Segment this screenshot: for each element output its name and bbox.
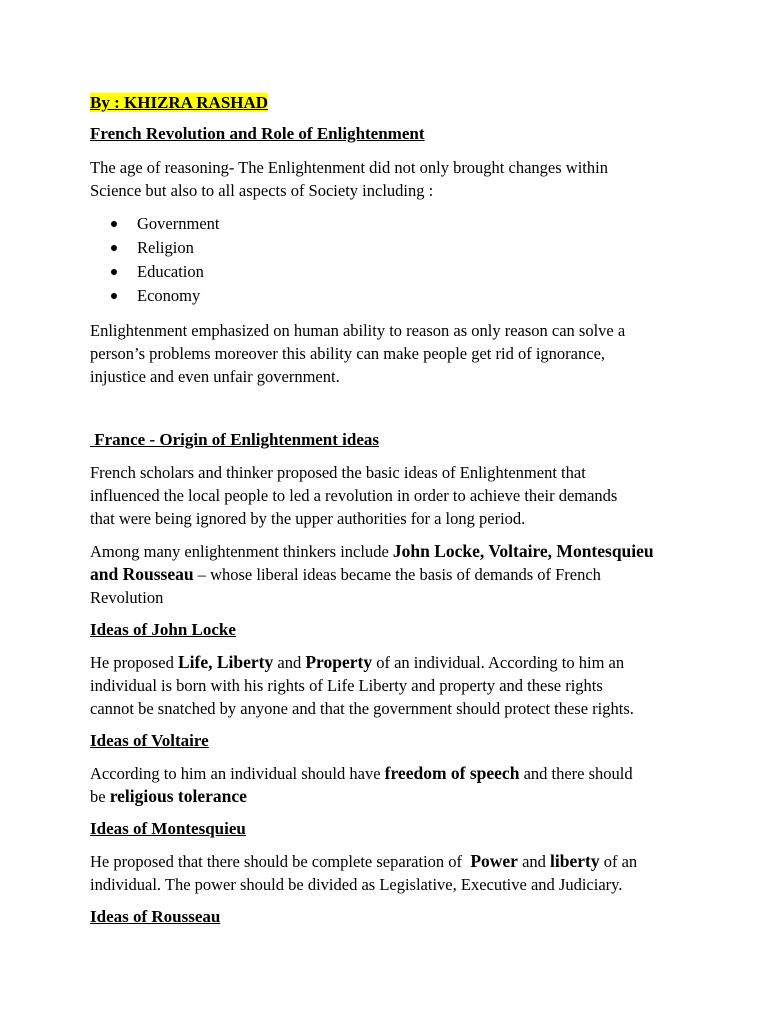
thinkers-line-3: Revolution — [90, 588, 164, 607]
thinkers-names-2: and Rousseau — [90, 564, 194, 584]
intro-line-2: Science but also to all aspects of Society including : — [90, 181, 434, 200]
locke-post: of an individual. According to him an — [372, 653, 625, 672]
voltaire-bold-1: freedom of speech — [384, 763, 520, 783]
montesquieu-bold-1: Power — [470, 851, 518, 871]
montesquieu-heading: Ideas of Montesquieu — [90, 819, 246, 838]
intro-paragraph — [90, 156, 690, 202]
voltaire-paragraph — [90, 762, 690, 808]
france-heading: France - Origin of Enlightenment ideas — [90, 430, 379, 449]
list-item: Religion — [137, 236, 690, 260]
locke-bold-2: Property — [305, 652, 373, 672]
locke-paragraph — [90, 651, 690, 720]
thinkers-pre: Among many enlightenment thinkers include — [90, 542, 393, 561]
locke-line-2: individual is born with his rights of Life Liberty and property and these rights — [90, 676, 603, 695]
author-line — [90, 92, 690, 114]
rousseau-heading: Ideas of Rousseau — [90, 907, 221, 926]
author-highlight: By : KHIZRA RASHAD — [90, 93, 269, 112]
document-title: French Revolution and Role of Enlightenment — [90, 124, 425, 143]
locke-heading: Ideas of John Locke — [90, 620, 236, 639]
france-paragraph — [90, 461, 690, 530]
reason-line-2: person’s problems moreover this ability can make people get rid of ignorance, — [90, 344, 606, 363]
locke-bold-1: Life, Liberty — [177, 652, 274, 672]
montesquieu-line-2: individual. The power should be divided as Legislative, Executive and Judiciary. — [90, 875, 623, 894]
voltaire-line2-pre: be — [90, 787, 110, 806]
france-line-3: that were being ignored by the upper authorities for a long period. — [90, 509, 526, 528]
thinkers-names-1: John Locke, Voltaire, Montesquieu — [392, 541, 654, 561]
document-page — [90, 92, 690, 928]
reason-line-1: Enlightenment emphasized on human ability to reason as only reason can solve a — [90, 321, 626, 340]
thinkers-paragraph — [90, 540, 690, 609]
france-line-2: influenced the local people to led a revolution in order to achieve their demands — [90, 486, 618, 505]
locke-line-3: cannot be snatched by anyone and that the government should protect these rights. — [90, 699, 634, 718]
voltaire-pre: According to him an individual should have — [90, 764, 385, 783]
montesquieu-mid: and — [517, 852, 551, 871]
montesquieu-paragraph — [90, 850, 690, 896]
france-line-1: French scholars and thinker proposed the basic ideas of Enlightenment that — [90, 463, 586, 482]
voltaire-post: and there should — [519, 764, 633, 783]
locke-mid: and — [273, 653, 306, 672]
list-item: Government — [137, 212, 690, 236]
reason-line-3: injustice and even unfair government. — [90, 367, 340, 386]
montesquieu-pre: He proposed that there should be complete separation of — [90, 852, 471, 871]
voltaire-heading: Ideas of Voltaire — [90, 731, 209, 750]
reason-paragraph — [90, 319, 690, 388]
montesquieu-bold-2: liberty — [550, 851, 600, 871]
list-item: Education — [137, 260, 690, 284]
intro-line-1: The age of reasoning- The Enlightenment did not only brought changes within — [90, 158, 608, 177]
list-item: Economy — [137, 284, 690, 308]
montesquieu-post: of an — [599, 852, 638, 871]
voltaire-bold-2: religious tolerance — [109, 786, 247, 806]
aspects-list — [90, 212, 690, 308]
thinkers-post: – whose liberal ideas became the basis of demands of French — [193, 565, 601, 584]
locke-pre: He proposed — [90, 653, 178, 672]
